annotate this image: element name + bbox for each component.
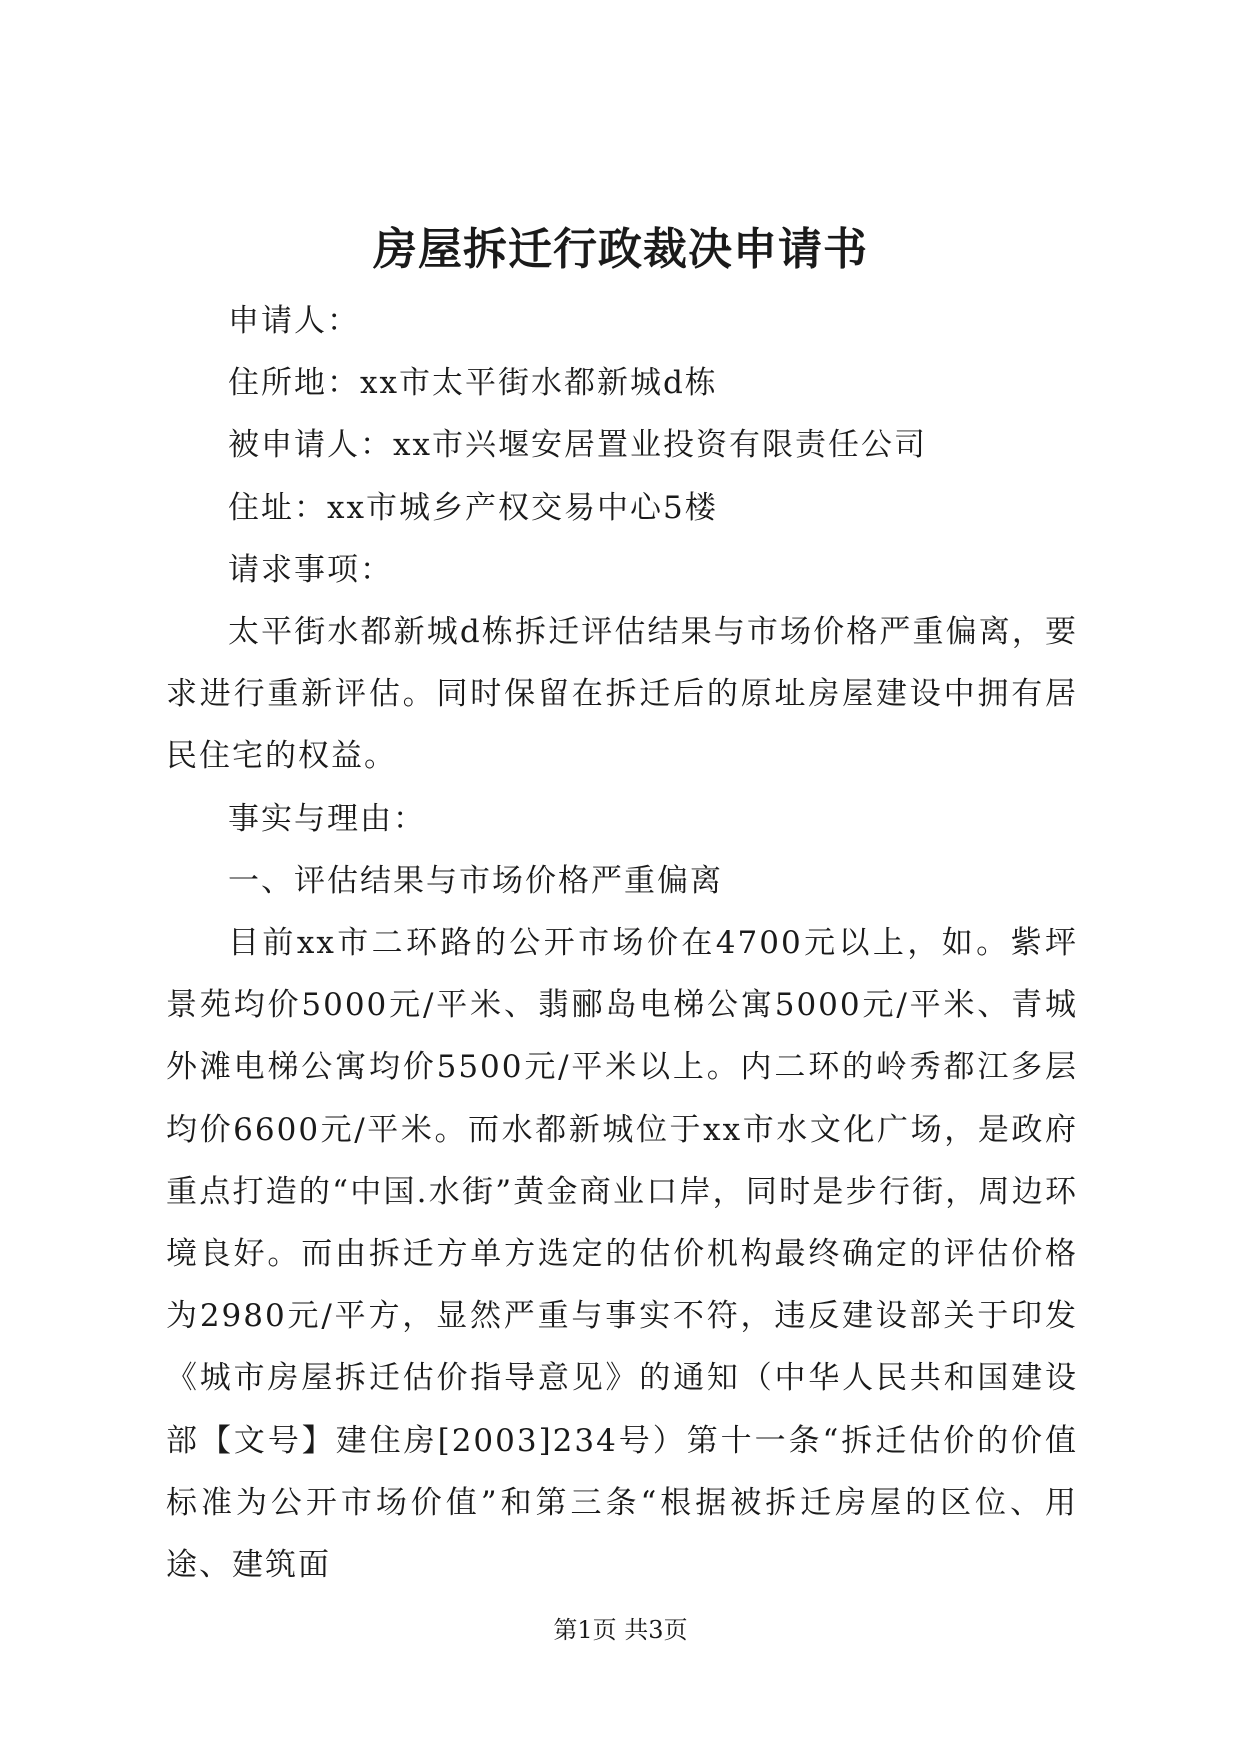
paragraph-applicant-address: 住所地：xx市太平街水都新城d栋 (228, 365, 718, 402)
paragraph-requests-heading: 请求事项： (228, 551, 393, 588)
paragraph-section-one-heading: 一、评估结果与市场价格严重偏离 (228, 862, 723, 899)
paragraph-requests: 太平街水都新城d栋拆迁评估结果与市场价格严重偏离，要求进行重新评估。同时保留在拆迁后的原址房屋建设中拥有居民住宅的权益。 (166, 614, 1078, 775)
paragraph-respondent-address: 住址：xx市城乡产权交易中心5楼 (228, 489, 718, 526)
paragraph-respondent: 被申请人：xx市兴堰安居置业投资有限责任公司 (228, 427, 927, 464)
paragraph-applicant: 申请人： (228, 303, 360, 339)
page-footer: 第1页 共3页 (553, 1616, 688, 1644)
document-title: 房屋拆迁行政裁决申请书 (373, 224, 868, 275)
document-body (166, 290, 1078, 1596)
paragraph-facts-heading: 事实与理由： (228, 800, 426, 837)
paragraph-section-one-body: 目前xx市二环路的公开市场价在4700元以上，如。紫坪景苑均价5000元/平米、翡郦岛电梯公寓5000元/平米、青城外滩电梯公寓均价5500元/平米以上。内二环的岭秀都江多层均价6600元/平米。而水都新城位于xx市水文化广场，是政府重点打造的“中国.水街”黄金商业口岸，同时是步行街，周边环境良好。而由拆迁方单方选定的估价机构最终确定的评估价格为2980元/平方，显然严重与事实不符，违反建设部关于印发《城市房屋拆迁估价指导意见》的通知（中华人民共和国建设部【文号】建住房[2003]234号）第十一条“拆迁估价的价值标准为公开市场价值”和第三条“根据被拆迁房屋的区位、用途、建筑面 (166, 925, 1078, 1584)
